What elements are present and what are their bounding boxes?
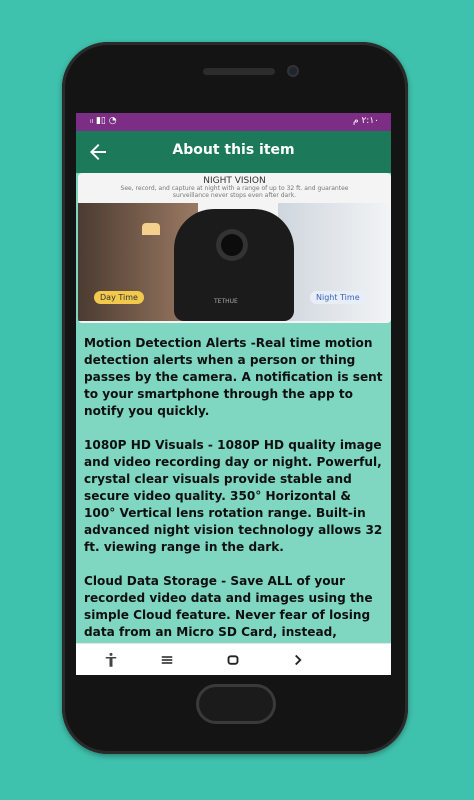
front-camera <box>287 65 299 77</box>
paragraph-cloud-storage: Cloud Data Storage - Save ALL of your recorded video data and images using the simple Cloud feature. Never fear of losing data from an Micro SD Card, instead, <box>84 574 373 639</box>
camera-lens <box>216 229 248 261</box>
paragraph-motion-detection: Motion Detection Alerts -Real time motion detection alerts when a person or thing passes by the camera. A notification is sent to your smartphone through the app to notify you quickly. <box>84 336 383 418</box>
status-icons-left: ᵢₗ ▮▯ ◔ <box>90 116 117 126</box>
status-left <box>90 116 117 126</box>
night-time-badge: Night Time <box>310 291 366 304</box>
back-chevron-icon[interactable] <box>289 651 307 669</box>
screen <box>76 113 391 675</box>
status-bar <box>76 113 391 131</box>
hero-title: NIGHT VISION <box>203 176 266 186</box>
description-content <box>84 335 386 675</box>
camera-brand-label: TETHUE <box>214 298 238 305</box>
navigation-bar <box>76 643 391 675</box>
app-bar <box>76 131 391 173</box>
day-time-badge: Day Time <box>94 291 144 304</box>
hero-subtitle: See, record, and capture at night with a range of up to 32 ft. and guarantee surveillance never stops even after dark. <box>120 185 349 199</box>
product-image <box>78 173 391 323</box>
lamp-icon <box>142 223 160 235</box>
physical-home-button[interactable] <box>196 684 276 724</box>
page-title: About this item <box>172 142 295 158</box>
home-icon[interactable] <box>224 651 242 669</box>
earpiece-speaker <box>203 68 275 75</box>
status-right <box>353 116 379 126</box>
status-time: ٢:١٠ م <box>353 116 379 126</box>
accessibility-icon[interactable] <box>102 651 120 669</box>
menu-icon[interactable] <box>158 651 176 669</box>
paragraph-hd-visuals: 1080P HD Visuals - 1080P HD quality image and video recording day or night. Powerful, crystal clear visuals provide stable and secure video quality. 350° Horizontal & 100° Vertical lens rotation range. Built-in advanced night vision technology allows 32 ft. viewing range in the dark. <box>84 438 383 554</box>
